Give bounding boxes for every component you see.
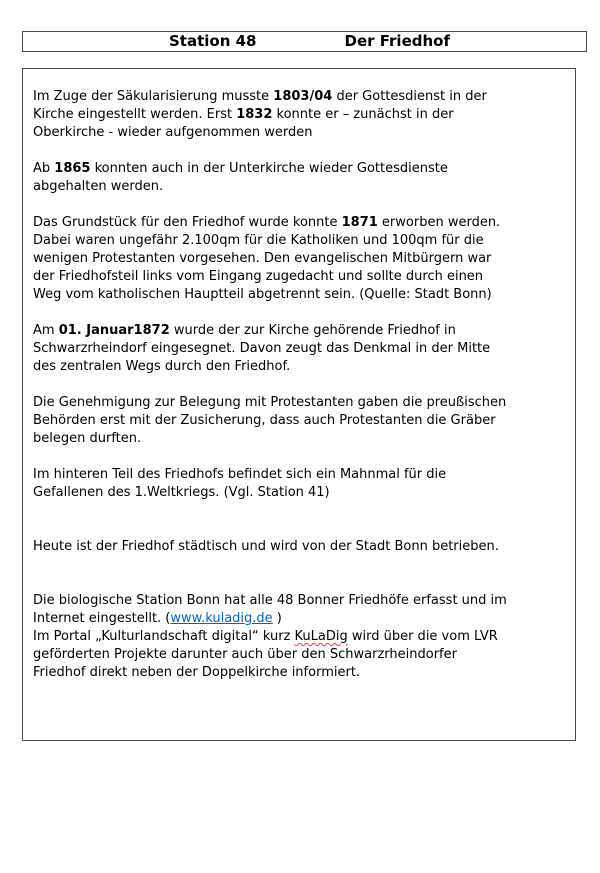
text-line [33, 286, 567, 304]
text-run: Die biologische Station Bonn hat alle 48 Bonner Friedhöfe erfasst und im [33, 593, 507, 608]
text-run: der Friedhofsteil links vom Eingang zugedacht und sollte durch einen [33, 269, 484, 284]
text-line [33, 646, 567, 664]
text-line [33, 394, 567, 412]
paragraph [33, 466, 567, 502]
text-line [33, 610, 567, 628]
paragraph [33, 160, 567, 196]
paragraph [33, 214, 567, 304]
text-run: Internet eingestellt. ( [33, 611, 171, 626]
paragraph [33, 88, 567, 142]
text-run: erworben werden. [377, 215, 501, 230]
text-line [33, 124, 567, 142]
header-station-label: Station 48 [169, 32, 257, 50]
text-line [33, 538, 567, 556]
text-run: belegen durften. [33, 431, 142, 446]
text-run: abgehalten werden. [33, 179, 164, 194]
text-line [33, 250, 567, 268]
text-run: wenigen Protestanten vorgesehen. Den evangelischen Mitbürgern war [33, 251, 492, 266]
text-run: Behörden erst mit der Zusicherung, dass auch Protestanten die Gräber [33, 413, 496, 428]
text-run: Weg vom katholischen Hauptteil abgetrennt sein. (Quelle: Stadt Bonn) [33, 287, 492, 302]
paragraph [33, 394, 567, 448]
text-line [33, 466, 567, 484]
text-run: Schwarzrheindorf eingesegnet. Davon zeugt das Denkmal in der Mitte [33, 341, 491, 356]
text-line [33, 664, 567, 682]
text-run: konnte er – zunächst in der [272, 107, 454, 122]
misspelled-word: KuLaDig [294, 629, 348, 644]
text-line [33, 430, 567, 448]
text-run: Im Zuge der Säkularisierung musste [33, 89, 274, 104]
text-run: 1865 [54, 161, 91, 176]
text-run: Ab [33, 161, 55, 176]
text-run: 1803/04 [273, 89, 333, 104]
text-run: wird über die vom LVR [347, 629, 498, 644]
text-run: Im hinteren Teil des Friedhofs befindet sich ein Mahnmal für die [33, 467, 447, 482]
text-line [33, 628, 567, 646]
hyperlink[interactable]: www.kuladig.de [170, 611, 273, 626]
text-run: Am [33, 323, 59, 338]
text-line [33, 412, 567, 430]
text-run: der Gottesdienst in der [332, 89, 487, 104]
text-line [33, 232, 567, 250]
text-run: wurde der zur Kirche gehörende Friedhof in [169, 323, 456, 338]
text-run: 01. Januar1872 [58, 323, 170, 338]
text-line [33, 106, 567, 124]
text-run: Gefallenen des 1.Weltkriegs. (Vgl. Station 41) [33, 485, 330, 500]
text-run: Das Grundstück für den Friedhof wurde konnte [33, 215, 342, 230]
text-line [33, 214, 567, 232]
text-run: des zentralen Wegs durch den Friedhof. [33, 359, 291, 374]
text-run: Heute ist der Friedhof städtisch und wird von der Stadt Bonn betrieben. [33, 539, 499, 554]
text-run: Friedhof direkt neben der Doppelkirche informiert. [33, 665, 361, 680]
paragraph [33, 322, 567, 376]
text-line [33, 160, 567, 178]
text-run: geförderten Projekte darunter auch über den Schwarzrheindorfer [33, 647, 457, 662]
document-blocks [33, 88, 567, 682]
header-title-label: Der Friedhof [344, 32, 450, 50]
paragraph [33, 592, 567, 682]
text-run: Im Portal „Kulturlandschaft digital“ kurz [33, 629, 295, 644]
paragraph [33, 538, 567, 556]
text-run: 1832 [236, 107, 273, 122]
text-run: 1871 [341, 215, 378, 230]
text-run: konnten auch in der Unterkirche wieder Gottesdienste [90, 161, 448, 176]
text-run: Die Genehmigung zur Belegung mit Protestanten gaben die preußischen [33, 395, 507, 410]
text-run: ) [272, 611, 282, 626]
text-run: Dabei waren ungefähr 2.100qm für die Katholiken und 100qm für die [33, 233, 484, 248]
document-header [22, 31, 587, 52]
text-line [33, 592, 567, 610]
text-run: Oberkirche - wieder aufgenommen werden [33, 125, 313, 140]
text-line [33, 88, 567, 106]
text-run: Kirche eingestellt werden. Erst [33, 107, 237, 122]
text-line [33, 322, 567, 340]
text-line [33, 178, 567, 196]
document-body [22, 68, 576, 741]
text-line [33, 268, 567, 286]
text-line [33, 484, 567, 502]
text-line [33, 340, 567, 358]
text-line [33, 358, 567, 376]
